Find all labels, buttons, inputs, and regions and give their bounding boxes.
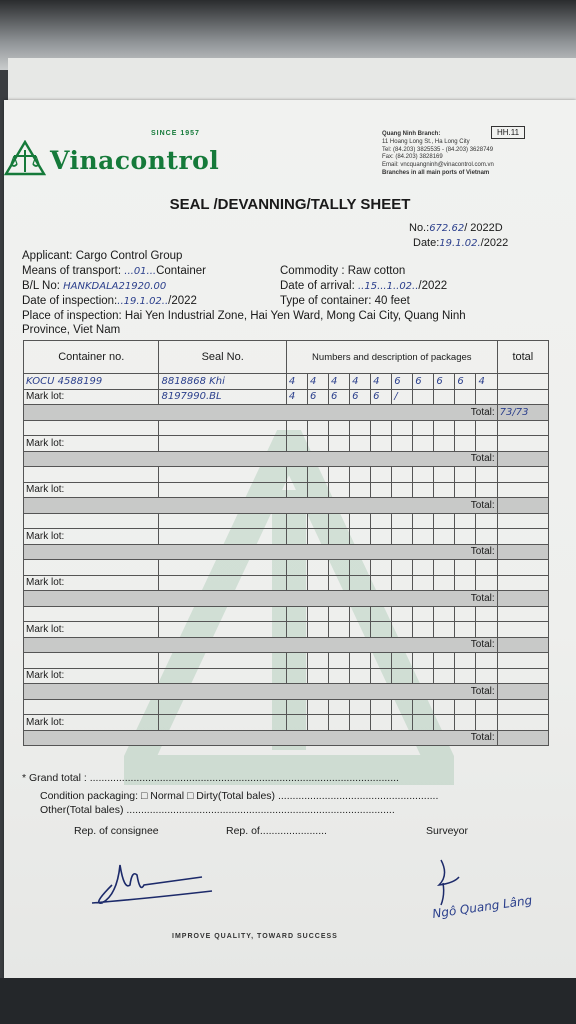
grid-cell	[307, 420, 328, 436]
grid-cell	[497, 513, 548, 529]
grid-cell	[307, 529, 328, 545]
grid-cell	[307, 622, 328, 638]
grid-cell	[497, 467, 548, 483]
slogan: IMPROVE QUALITY, TOWARD SUCCESS	[172, 933, 338, 940]
grid-cell	[455, 575, 476, 591]
logo-since: SINCE 1957	[151, 130, 200, 137]
grid-cell	[24, 606, 159, 622]
grid-cell	[371, 653, 392, 669]
grid-cell	[350, 653, 371, 669]
grid-cell	[476, 653, 497, 669]
total-label: Total:	[24, 498, 498, 514]
grid-cell	[329, 575, 350, 591]
grid-cell	[159, 513, 286, 529]
grid-cell	[434, 389, 455, 405]
date-of-arrival: Date of arrival: ..15...1..02../2022	[280, 280, 448, 292]
package-count: 4	[286, 389, 307, 405]
grid-cell	[24, 653, 159, 669]
mark-lot-label: Mark lot:	[24, 715, 159, 731]
package-count: 6	[434, 374, 455, 390]
package-count: 6	[455, 374, 476, 390]
grid-cell	[392, 606, 413, 622]
grid-cell	[434, 560, 455, 576]
grid-cell	[286, 513, 307, 529]
col-total: total	[497, 341, 548, 374]
grid-cell	[455, 482, 476, 498]
branch-tel: Tel: (84.203) 3825535 - (84.203) 3628749	[382, 146, 494, 153]
grid-cell	[286, 606, 307, 622]
grid-cell	[392, 699, 413, 715]
total-label: Total:	[24, 451, 498, 467]
total-row	[24, 730, 549, 746]
grid-cell	[307, 715, 328, 731]
package-count: 6	[392, 374, 413, 390]
grid-cell	[392, 467, 413, 483]
package-count: 6	[371, 389, 392, 405]
package-count: 6	[329, 389, 350, 405]
grid-cell	[371, 467, 392, 483]
grid-cell	[434, 420, 455, 436]
grid-cell	[476, 715, 497, 731]
table-row	[24, 560, 549, 576]
grid-cell	[371, 420, 392, 436]
grid-cell	[24, 513, 159, 529]
mark-lot-label: Mark lot:	[24, 668, 159, 684]
total-label: Total:	[24, 730, 498, 746]
total-label: Total:	[24, 684, 498, 700]
grid-cell	[329, 653, 350, 669]
condition-packaging: Condition packaging: □ Normal □ Dirty(Total bales) .......................................................	[40, 790, 439, 802]
tally-table	[23, 340, 549, 746]
grid-cell	[371, 715, 392, 731]
grid-cell	[476, 606, 497, 622]
grid-cell	[350, 575, 371, 591]
table-row	[24, 389, 549, 405]
container-type: Type of container: 40 feet	[280, 295, 410, 307]
package-count: 4	[371, 374, 392, 390]
grid-cell	[350, 668, 371, 684]
package-count: 6	[307, 389, 328, 405]
grid-cell	[286, 529, 307, 545]
grid-cell	[392, 420, 413, 436]
grid-cell	[350, 436, 371, 452]
grid-cell	[307, 467, 328, 483]
grid-cell	[476, 668, 497, 684]
grid-cell	[476, 560, 497, 576]
grid-cell	[497, 389, 548, 405]
grid-cell	[329, 420, 350, 436]
grid-cell	[434, 436, 455, 452]
table-row	[24, 420, 549, 436]
desk-background-bottom	[0, 978, 576, 1024]
grid-cell	[329, 513, 350, 529]
seal-number: 8818868 Khi	[159, 374, 286, 390]
table-row	[24, 513, 549, 529]
total-row	[24, 451, 549, 467]
grid-cell	[286, 482, 307, 498]
col-seal-no: Seal No.	[159, 341, 286, 374]
branch-fax: Fax: (84.203) 3828169	[382, 154, 443, 161]
grid-cell	[434, 467, 455, 483]
commodity: Commodity : Raw cotton	[280, 265, 406, 277]
grid-cell	[434, 575, 455, 591]
package-count: 4	[329, 374, 350, 390]
surveyor-name: Ngô Quang Lâng	[431, 893, 533, 921]
grid-cell	[159, 699, 286, 715]
grid-cell	[329, 699, 350, 715]
grid-cell	[307, 560, 328, 576]
table-row	[24, 715, 549, 731]
grid-cell	[159, 482, 286, 498]
grid-cell	[286, 560, 307, 576]
grid-cell	[159, 622, 286, 638]
grid-cell	[371, 482, 392, 498]
surveyor: Surveyor	[426, 825, 469, 837]
grid-cell	[24, 560, 159, 576]
grid-cell	[497, 591, 548, 607]
table-row	[24, 606, 549, 622]
grid-cell	[476, 482, 497, 498]
grid-cell	[455, 715, 476, 731]
grid-cell	[286, 575, 307, 591]
total-row	[24, 684, 549, 700]
grid-cell	[159, 436, 286, 452]
grid-cell	[476, 513, 497, 529]
grid-cell	[159, 668, 286, 684]
grid-cell	[497, 374, 548, 390]
grid-cell	[497, 544, 548, 560]
grid-cell	[455, 653, 476, 669]
grid-cell	[286, 668, 307, 684]
col-container-no: Container no.	[24, 341, 159, 374]
grid-cell	[476, 467, 497, 483]
table-row	[24, 482, 549, 498]
logo-wordmark: Vinacontrol	[50, 146, 220, 175]
grid-cell	[497, 420, 548, 436]
package-count: 4	[350, 374, 371, 390]
grid-cell	[350, 482, 371, 498]
grid-cell	[455, 389, 476, 405]
grid-cell	[434, 529, 455, 545]
total-label: Total:	[24, 405, 498, 421]
grid-cell	[413, 389, 434, 405]
grid-cell	[413, 529, 434, 545]
grid-cell	[455, 436, 476, 452]
grid-cell	[434, 513, 455, 529]
grid-cell	[413, 467, 434, 483]
grid-cell	[476, 436, 497, 452]
other-bales: Other(Total bales) ............................................................................................	[40, 804, 395, 816]
place-of-inspection-cont: Province, Viet Nam	[22, 324, 121, 336]
table-row	[24, 529, 549, 545]
grid-cell	[350, 715, 371, 731]
grid-cell	[24, 699, 159, 715]
grid-cell	[159, 560, 286, 576]
grid-cell	[307, 699, 328, 715]
branch-info	[382, 131, 494, 178]
vinacontrol-logo	[4, 140, 219, 178]
grid-cell	[434, 668, 455, 684]
grid-cell	[350, 622, 371, 638]
grid-cell	[329, 467, 350, 483]
grid-cell	[329, 436, 350, 452]
grid-cell	[329, 606, 350, 622]
grand-total: * Grand total : ..........................................................................................................	[22, 772, 399, 784]
doc-date: 19.1.02.	[439, 238, 481, 249]
scales-logo-icon	[4, 140, 46, 178]
table-row	[24, 374, 549, 390]
grid-cell	[392, 575, 413, 591]
grid-cell	[371, 622, 392, 638]
rep-consignee: Rep. of consignee	[74, 825, 159, 837]
grid-cell	[307, 668, 328, 684]
grid-cell	[413, 653, 434, 669]
grid-cell	[329, 482, 350, 498]
mark-lot-label: Mark lot:	[24, 482, 159, 498]
grid-cell	[434, 715, 455, 731]
mark-lot-label: Mark lot:	[24, 622, 159, 638]
grid-cell	[371, 513, 392, 529]
grid-cell	[497, 498, 548, 514]
mark-lot-label: Mark lot:	[24, 575, 159, 591]
grid-cell	[24, 467, 159, 483]
grid-cell	[307, 575, 328, 591]
grid-cell	[392, 715, 413, 731]
grid-cell	[350, 529, 371, 545]
table-header-row	[24, 341, 549, 374]
grid-cell	[434, 606, 455, 622]
package-count: 4	[286, 374, 307, 390]
grid-cell	[392, 560, 413, 576]
grid-cell	[455, 513, 476, 529]
grid-cell	[286, 436, 307, 452]
table-row	[24, 467, 549, 483]
branch-note: Branches in all main ports of Vietnam	[382, 169, 490, 176]
package-count: /	[392, 389, 413, 405]
grid-cell	[392, 529, 413, 545]
table-row	[24, 622, 549, 638]
grid-cell	[159, 467, 286, 483]
grid-cell	[307, 653, 328, 669]
grid-cell	[329, 529, 350, 545]
grid-cell	[455, 606, 476, 622]
grid-cell	[455, 622, 476, 638]
grid-cell	[350, 606, 371, 622]
grid-cell	[497, 699, 548, 715]
grid-cell	[307, 436, 328, 452]
total-row	[24, 637, 549, 653]
grid-cell	[476, 389, 497, 405]
grid-cell	[476, 420, 497, 436]
grid-cell	[413, 699, 434, 715]
grid-cell	[24, 420, 159, 436]
total-label: Total:	[24, 544, 498, 560]
grid-cell	[392, 622, 413, 638]
total-row	[24, 544, 549, 560]
total-label: Total:	[24, 591, 498, 607]
mark-lot-label: Mark lot:	[24, 529, 159, 545]
package-count: 4	[307, 374, 328, 390]
grid-cell	[286, 420, 307, 436]
grid-cell	[413, 606, 434, 622]
grid-cell	[497, 436, 548, 452]
grid-cell	[159, 575, 286, 591]
grid-cell	[413, 513, 434, 529]
grid-cell	[455, 467, 476, 483]
grid-cell	[286, 699, 307, 715]
grid-cell	[392, 482, 413, 498]
grid-cell	[497, 715, 548, 731]
grid-cell	[434, 699, 455, 715]
mark-lot-label: Mark lot:	[24, 389, 159, 405]
tally-sheet-paper	[4, 100, 576, 978]
bl-number: B/L No: HANKDALA21920.00	[22, 280, 167, 292]
grid-cell	[476, 622, 497, 638]
branch-email: Email: vncquangninh@vinacontrol.com.vn	[382, 162, 494, 169]
grid-cell	[350, 420, 371, 436]
package-count: 6	[350, 389, 371, 405]
grid-cell	[497, 668, 548, 684]
grid-cell	[497, 482, 548, 498]
grid-cell	[159, 529, 286, 545]
grid-cell	[350, 699, 371, 715]
grid-cell	[434, 653, 455, 669]
mark-lot-label: Mark lot:	[24, 436, 159, 452]
total-value: 73/73	[497, 405, 548, 421]
grid-cell	[413, 575, 434, 591]
grid-cell	[413, 560, 434, 576]
table-row	[24, 699, 549, 715]
table-row	[24, 436, 549, 452]
sheet-title: SEAL /DEVANNING/TALLY SHEET	[169, 196, 411, 213]
grid-cell	[455, 420, 476, 436]
grid-cell	[497, 637, 548, 653]
grid-cell	[350, 560, 371, 576]
grid-cell	[392, 653, 413, 669]
grid-cell	[497, 653, 548, 669]
grid-cell	[413, 622, 434, 638]
place-of-inspection: Place of inspection: Hai Yen Industrial Zone, Hai Yen Ward, Mong Cai City, Quang Ninh	[22, 310, 466, 322]
grid-cell	[159, 715, 286, 731]
grid-cell	[455, 560, 476, 576]
grid-cell	[434, 622, 455, 638]
grid-cell	[307, 606, 328, 622]
grid-cell	[497, 560, 548, 576]
total-label: Total:	[24, 637, 498, 653]
grid-cell	[434, 482, 455, 498]
table-row	[24, 575, 549, 591]
applicant: Applicant: Cargo Control Group	[22, 250, 183, 262]
grid-cell	[329, 622, 350, 638]
grid-cell	[286, 467, 307, 483]
grid-cell	[371, 699, 392, 715]
grid-cell	[392, 513, 413, 529]
grid-cell	[371, 575, 392, 591]
grid-cell	[497, 529, 548, 545]
grid-cell	[497, 622, 548, 638]
grid-cell	[159, 420, 286, 436]
grid-cell	[476, 699, 497, 715]
table-row	[24, 668, 549, 684]
grid-cell	[497, 575, 548, 591]
means-of-transport: Means of transport: ...01...Container	[22, 265, 206, 277]
package-count: 4	[476, 374, 497, 390]
grid-cell	[392, 436, 413, 452]
branch-address: 11 Hoang Long St., Ha Long City	[382, 138, 470, 145]
grid-cell	[350, 513, 371, 529]
grid-cell	[371, 606, 392, 622]
package-count: 6	[413, 374, 434, 390]
table-row	[24, 653, 549, 669]
grid-cell	[307, 513, 328, 529]
grid-cell	[497, 684, 548, 700]
grid-cell	[497, 451, 548, 467]
grid-cell	[159, 606, 286, 622]
grid-cell	[392, 668, 413, 684]
col-packages: Numbers and description of packages	[286, 341, 497, 374]
grid-cell	[455, 529, 476, 545]
grid-cell	[286, 622, 307, 638]
grid-cell	[455, 668, 476, 684]
grid-cell	[286, 715, 307, 731]
grid-cell	[159, 653, 286, 669]
grid-cell	[329, 715, 350, 731]
rep-of: Rep. of.......................	[226, 825, 327, 837]
grid-cell	[371, 668, 392, 684]
grid-cell	[476, 529, 497, 545]
total-row	[24, 498, 549, 514]
grid-cell	[371, 560, 392, 576]
container-number: KOCU 4588199	[24, 374, 159, 390]
consignee-signature-icon	[82, 855, 222, 910]
grid-cell	[286, 653, 307, 669]
grid-cell	[413, 436, 434, 452]
branch-name: Quang Ninh Branch:	[382, 131, 441, 137]
grid-cell	[413, 668, 434, 684]
grid-cell	[329, 560, 350, 576]
grid-cell	[329, 668, 350, 684]
grid-cell	[455, 699, 476, 715]
total-row	[24, 405, 549, 421]
grid-cell	[371, 436, 392, 452]
doc-number: 672.62	[429, 223, 465, 234]
doc-number-block: No.:672.62/ 2022D Date:19.1.02./2022	[409, 222, 509, 249]
grid-cell	[497, 606, 548, 622]
grid-cell	[371, 529, 392, 545]
grid-cell	[497, 730, 548, 746]
grid-cell	[307, 482, 328, 498]
seal-number-2: 8197990.BL	[159, 389, 286, 405]
grid-cell	[476, 575, 497, 591]
form-code: HH.11	[491, 126, 525, 139]
grid-cell	[413, 482, 434, 498]
grid-cell	[350, 467, 371, 483]
grid-cell	[413, 420, 434, 436]
grid-cell	[413, 715, 434, 731]
date-of-inspection: Date of inspection:..19.1.02../2022	[22, 295, 197, 307]
total-row	[24, 591, 549, 607]
